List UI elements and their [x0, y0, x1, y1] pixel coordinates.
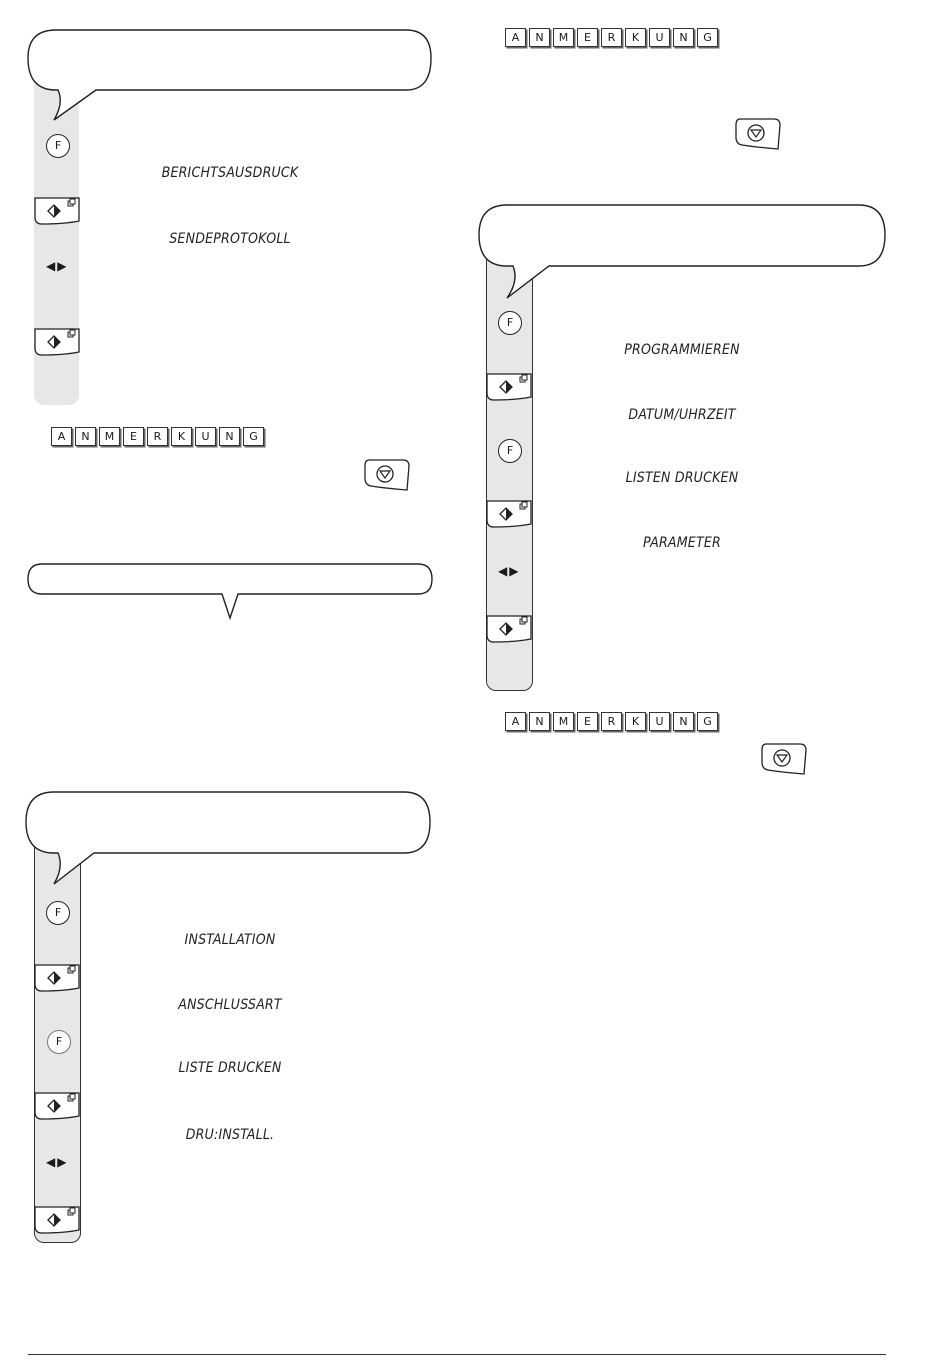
note-letter: U — [649, 712, 670, 731]
note-letter: K — [625, 28, 646, 47]
function-key-icon[interactable]: F — [498, 439, 522, 463]
note-letter: M — [99, 427, 120, 446]
start-key-icon[interactable] — [486, 500, 532, 528]
display-text: LISTEN DRUCKEN — [625, 470, 739, 486]
display-text: DATUM/UHRZEIT — [628, 407, 736, 423]
footer-rule — [28, 1354, 886, 1355]
note-letter: A — [505, 28, 526, 47]
stop-key-icon[interactable] — [363, 458, 411, 492]
display-text: PARAMETER — [643, 535, 721, 551]
start-key-icon[interactable] — [34, 1206, 80, 1234]
note-letter: M — [553, 712, 574, 731]
function-key-icon[interactable]: F — [46, 901, 70, 925]
function-key-icon[interactable]: F — [46, 134, 70, 158]
start-key-icon[interactable] — [34, 197, 80, 225]
note-letter: G — [697, 712, 718, 731]
stop-key-icon[interactable] — [734, 117, 782, 151]
display-text: ANSCHLUSSART — [178, 997, 282, 1013]
note-letter: U — [195, 427, 216, 446]
note-letter: N — [219, 427, 240, 446]
note-letter: N — [529, 712, 550, 731]
display-text: INSTALLATION — [184, 932, 276, 948]
note-letter: G — [243, 427, 264, 446]
display-text: DRU:INSTALL. — [185, 1127, 275, 1143]
start-key-icon[interactable] — [486, 615, 532, 643]
note-letter: E — [123, 427, 144, 446]
display-text: SENDEPROTOKOLL — [169, 231, 291, 247]
note-letter: G — [697, 28, 718, 47]
callout-bubble — [24, 790, 434, 890]
callout-bubble — [26, 562, 436, 624]
note-letter: N — [75, 427, 96, 446]
note-letter: R — [601, 712, 622, 731]
note-label — [505, 712, 718, 731]
note-letter: U — [649, 28, 670, 47]
start-key-icon[interactable] — [34, 964, 80, 992]
callout-bubble — [477, 203, 889, 303]
note-label — [505, 28, 718, 47]
note-letter: A — [505, 712, 526, 731]
note-letter: K — [625, 712, 646, 731]
start-key-icon[interactable] — [34, 1092, 80, 1120]
arrow-keys-icon[interactable]: ◀▶ — [46, 1155, 69, 1169]
note-letter: R — [147, 427, 168, 446]
note-letter: E — [577, 28, 598, 47]
note-letter: N — [673, 28, 694, 47]
arrow-keys-icon[interactable]: ◀▶ — [498, 564, 521, 578]
note-letter: R — [601, 28, 622, 47]
function-key-icon[interactable]: F — [47, 1030, 71, 1054]
display-text: LISTE DRUCKEN — [178, 1060, 282, 1076]
note-letter: M — [553, 28, 574, 47]
display-text: PROGRAMMIEREN — [624, 342, 740, 358]
callout-bubble — [26, 28, 436, 128]
start-key-icon[interactable] — [486, 373, 532, 401]
start-key-icon[interactable] — [34, 328, 80, 356]
stop-key-icon[interactable] — [760, 742, 808, 776]
display-text: BERICHTSAUSDRUCK — [161, 165, 299, 181]
arrow-keys-icon[interactable]: ◀▶ — [46, 259, 69, 273]
note-letter: K — [171, 427, 192, 446]
note-letter: N — [673, 712, 694, 731]
note-letter: N — [529, 28, 550, 47]
note-letter: E — [577, 712, 598, 731]
note-label — [51, 427, 264, 446]
note-letter: A — [51, 427, 72, 446]
function-key-icon[interactable]: F — [498, 311, 522, 335]
